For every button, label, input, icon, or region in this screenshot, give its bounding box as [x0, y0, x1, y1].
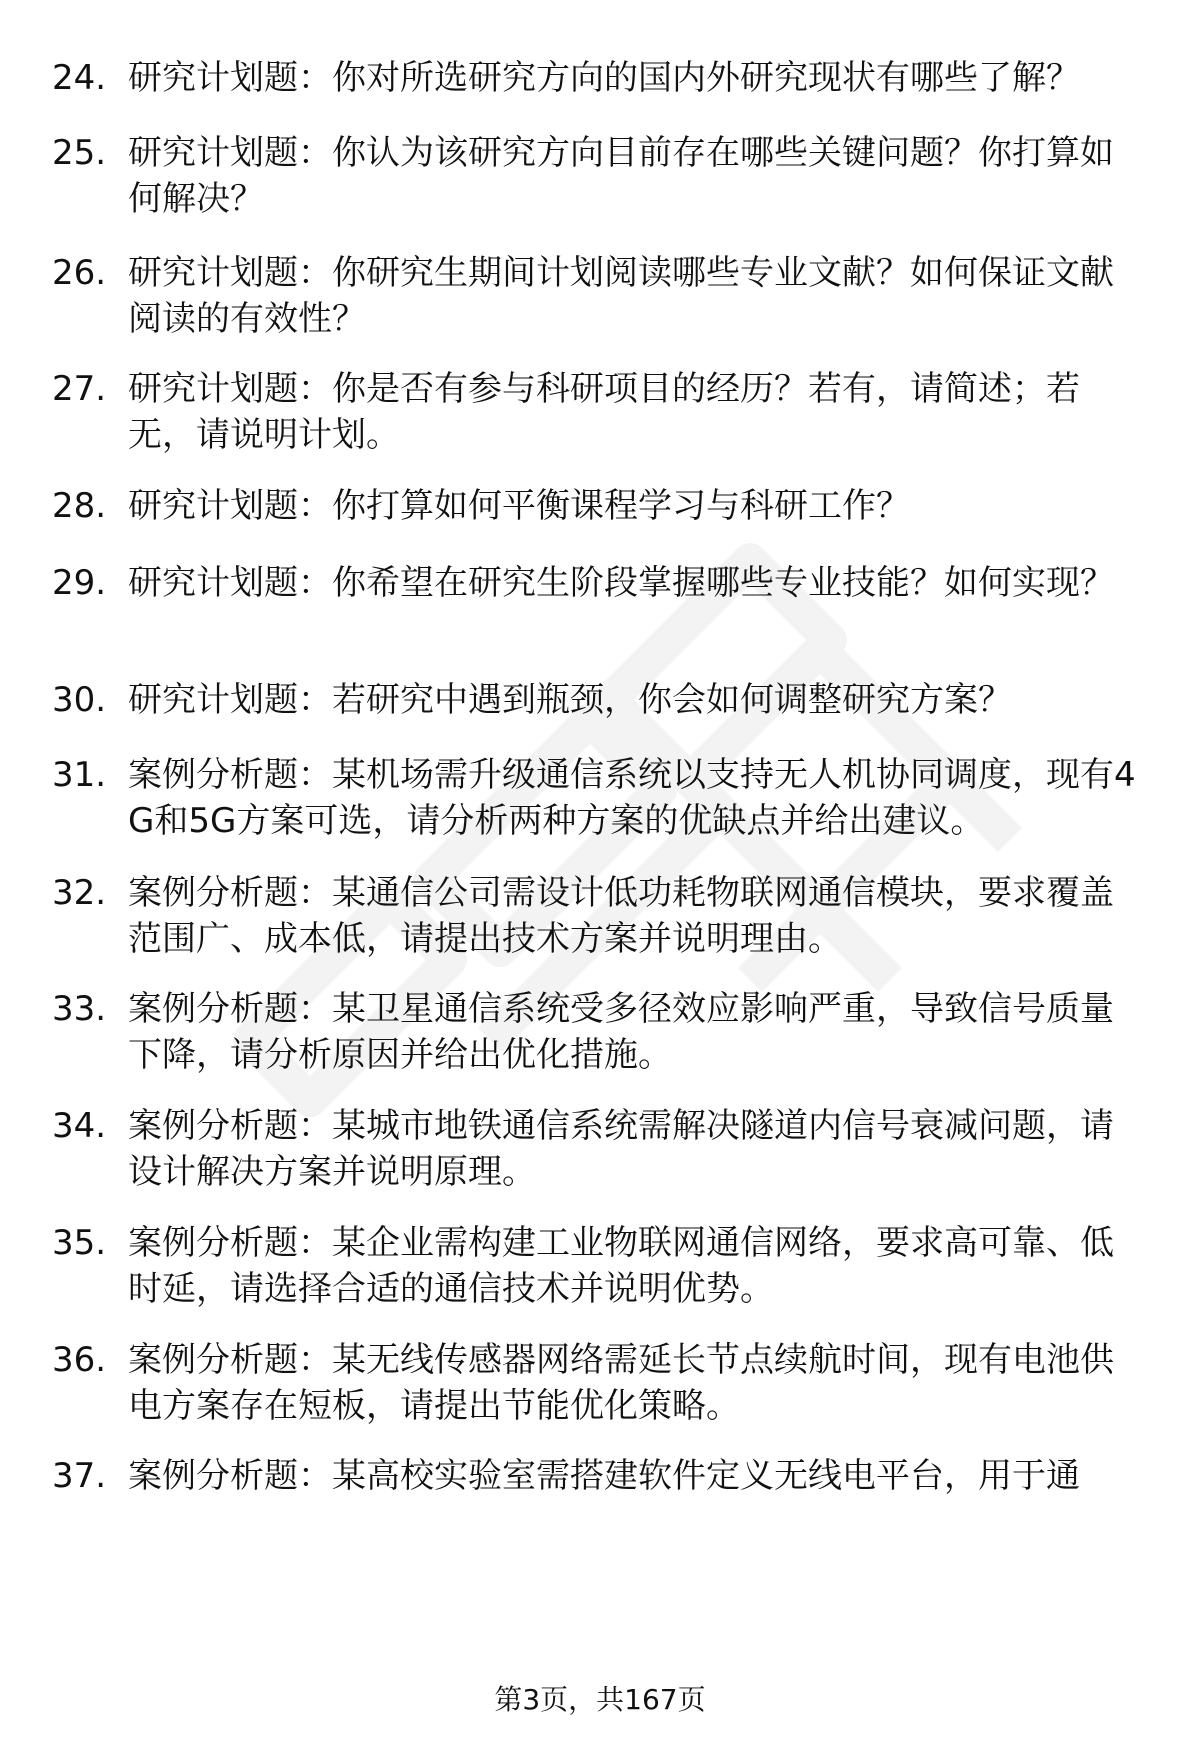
question-text: 案例分析题：某城市地铁通信系统需解决隧道内信号衰减问题，请设计解决方案并说明原理。	[128, 1106, 1114, 1192]
question-text: 研究计划题：你认为该研究方向目前存在哪些关键问题？你打算如何解决？	[128, 133, 1114, 219]
question-text: 研究计划题：你希望在研究生阶段掌握哪些专业技能？如何实现？	[128, 563, 1114, 603]
question-text: 案例分析题：某无线传感器网络需延长节点续航时间，现有电池供电方案存在短板，请提出节能优化策略。	[128, 1340, 1114, 1426]
question-text: 案例分析题：某高校实验室需搭建软件定义无线电平台，用于通	[128, 1456, 1080, 1496]
question-number: 32.	[52, 873, 107, 913]
question-text: 研究计划题：若研究中遇到瓶颈，你会如何调整研究方案？	[128, 680, 1012, 720]
question-number: 28.	[52, 486, 107, 526]
question-number: 26.	[52, 253, 107, 293]
question-text: 研究计划题：你对所选研究方向的国内外研究现状有哪些了解？	[128, 58, 1080, 98]
question-number: 37.	[52, 1456, 107, 1496]
question-text: 案例分析题：某卫星通信系统受多径效应影响严重，导致信号质量下降，请分析原因并给出优化措施。	[128, 989, 1114, 1075]
question-number: 24.	[52, 58, 107, 98]
question-number: 31.	[52, 755, 107, 795]
question-number: 34.	[52, 1106, 107, 1146]
question-text: 研究计划题：你是否有参与科研项目的经历？若有，请简述；若无，请说明计划。	[128, 369, 1080, 455]
question-number: 30.	[52, 680, 107, 720]
question-text: 案例分析题：某企业需构建工业物联网通信网络，要求高可靠、低时延，请选择合适的通信技术并说明优势。	[128, 1223, 1114, 1309]
question-number: 25.	[52, 133, 107, 173]
question-number: 35.	[52, 1223, 107, 1263]
question-text: 研究计划题：你打算如何平衡课程学习与科研工作？	[128, 486, 910, 526]
question-number: 29.	[52, 563, 107, 603]
question-text: 案例分析题：某机场需升级通信系统以支持无人机协同调度，现有4G和5G方案可选，请分析两种方案的优缺点并给出建议。	[128, 755, 1136, 841]
page-footer: 第3页，共167页	[494, 1683, 706, 1716]
question-text: 案例分析题：某通信公司需设计低功耗物联网通信模块，要求覆盖范围广、成本低，请提出技术方案并说明理由。	[128, 873, 1114, 959]
question-text: 研究计划题：你研究生期间计划阅读哪些专业文献？如何保证文献阅读的有效性？	[128, 253, 1114, 339]
question-number: 36.	[52, 1340, 107, 1380]
question-number: 27.	[52, 369, 107, 409]
question-number: 33.	[52, 989, 107, 1029]
